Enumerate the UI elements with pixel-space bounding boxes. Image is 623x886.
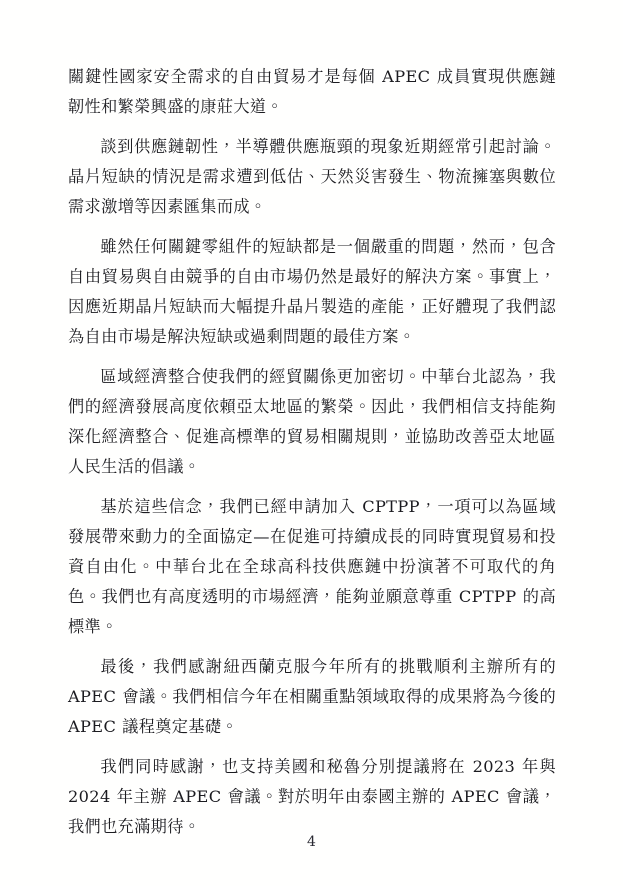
document-body <box>68 62 556 852</box>
paragraph-7: 我們同時感謝，也支持美國和秘魯分別提議將在 2023 年與 2024 年主辦 APEC 會議。對於明年由泰國主辦的 APEC 會議，我們也充滿期待。 <box>68 757 556 836</box>
paragraph-4: 區域經濟整合使我們的經貿關係更加密切。中華台北認為，我們的經濟發展高度依賴亞太地區的繁榮。因此，我們相信支持能夠深化經濟整合、促進高標準的貿易相關規則，並協助改善亞太地區人民生活的倡議。 <box>68 367 556 476</box>
paragraph-2: 談到供應鏈韌性，半導體供應瓶頸的現象近期經常引起討論。晶片短缺的情況是需求遭到低估、天然災害發生、物流擁塞與數位需求激增等因素匯集而成。 <box>68 137 556 216</box>
paragraph-1: 關鍵性國家安全需求的自由貿易才是每個 APEC 成員實現供應鏈韌性和繁榮興盛的康莊大道。 <box>68 67 556 116</box>
paragraph-3: 雖然任何關鍵零組件的短缺都是一個嚴重的問題，然而，包含自由貿易與自由競爭的自由市場仍然是最好的解決方案。事實上，因應近期晶片短缺而大幅提升晶片製造的產能，正好體現了我們認為自由市場是解決短缺或過剩問題的最佳方案。 <box>68 237 556 346</box>
page-number: 4 <box>307 834 316 850</box>
paragraph-5: 基於這些信念，我們已經申請加入 CPTPP，一項可以為區域發展帶來動力的全面協定—在促進可持續成長的同時實現貿易和投資自由化。中華台北在全球高科技供應鏈中扮演著不可取代的角色。我們也有高度透明的市場經濟，能夠並願意尊重 CPTPP 的高標準。 <box>68 497 556 636</box>
paragraph-6: 最後，我們感謝紐西蘭克服今年所有的挑戰順利主辦所有的 APEC 會議。我們相信今年在相關重點領域取得的成果將為今後的 APEC 議程奠定基礎。 <box>68 657 556 736</box>
